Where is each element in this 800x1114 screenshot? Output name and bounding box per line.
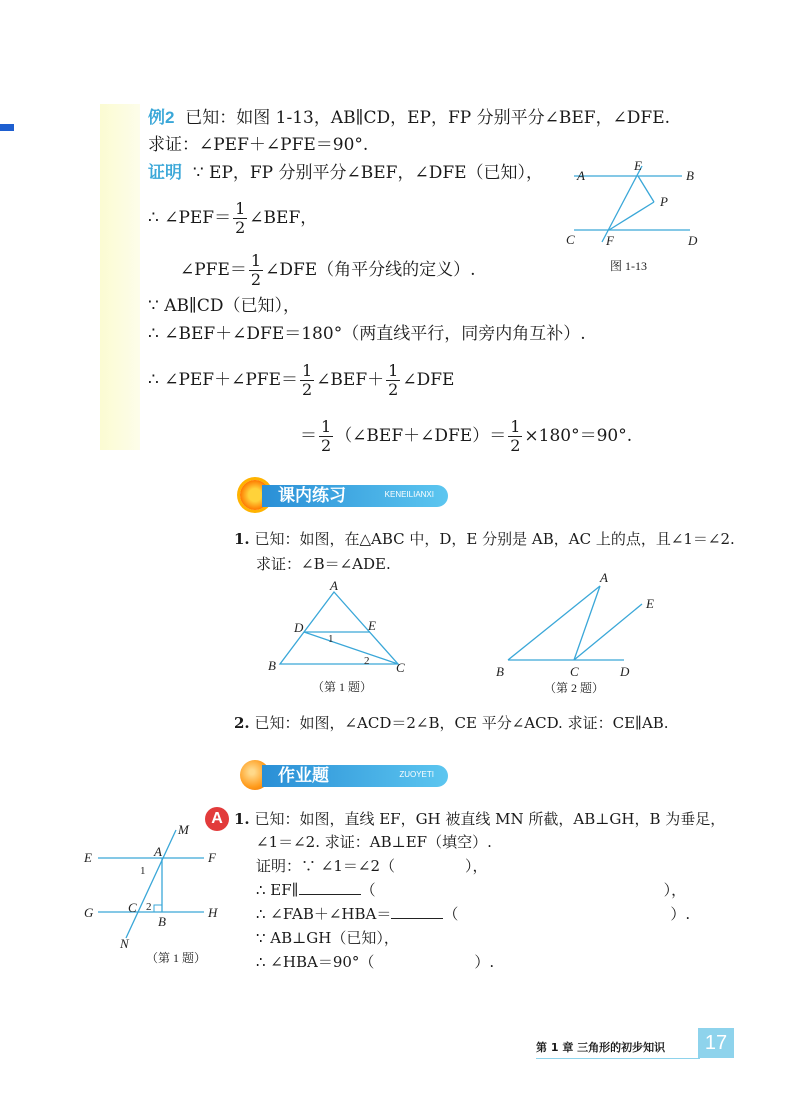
p2-label-d: D — [620, 664, 630, 679]
hw-label-f: F — [208, 850, 216, 865]
practice-figure-1 — [262, 578, 412, 696]
hw-label-a: A — [154, 844, 162, 859]
example-prove: 求证：∠PEF＋∠PFE＝90°. — [148, 135, 369, 155]
fig-label-e: E — [634, 158, 642, 173]
fig-label-c: C — [566, 232, 575, 247]
hw-label-e: E — [84, 850, 92, 865]
fig-label-a: A — [577, 168, 585, 183]
homework-q1: 1. 已知：如图，直线 EF，GH 被直线 MN 所截，AB⊥GH，B 为垂足， — [234, 810, 726, 828]
practice-q1-prove: 求证：∠B＝∠ADE. — [256, 555, 391, 573]
blank-angle-sum[interactable] — [391, 918, 443, 919]
fig-label-d: D — [688, 233, 698, 248]
homework-banner-sub: ZUOYETI — [399, 770, 434, 779]
practice-figure-2 — [490, 570, 660, 696]
p1-label-b: B — [268, 658, 276, 673]
hw-label-m: M — [178, 822, 189, 837]
example-step4: ∵ AB∥CD（已知）， — [148, 296, 300, 316]
example-step3: ∠PFE＝ $\frac{1}{2}$ ∠DFE（角平分线的定义）. — [180, 251, 476, 289]
proof-line-1: 证明：∵ ∠1＝∠2（ ）， — [256, 857, 488, 875]
example-step7: ＝ $\frac{1}{2}$ （∠BEF＋∠DFE）＝ $\frac{1}{2}$ ×180°＝90°. — [300, 417, 633, 455]
figure-caption: 图 1-13 — [610, 259, 647, 273]
right-angle-mark — [154, 905, 162, 912]
p2-label-c: C — [570, 664, 579, 679]
homework-figure-1 — [80, 820, 230, 970]
proof-line-5: ∴ ∠HBA＝90°（ ）. — [256, 953, 495, 971]
p1-label-1: 1 — [328, 633, 334, 645]
p2-label-e: E — [646, 596, 654, 611]
hw-label-b: B — [158, 914, 166, 929]
hw-label-h: H — [208, 905, 218, 920]
hw-label-n: N — [120, 936, 129, 951]
level-a-badge: A — [205, 807, 229, 831]
practice-banner-title: 课内练习 — [278, 486, 346, 506]
fig-label-f: F — [606, 233, 614, 248]
p2-label-b: B — [496, 664, 504, 679]
practice-fig2-caption: （第 2 题） — [544, 681, 605, 695]
example-step2: ∴ ∠PEF＝ $\frac{1}{2}$ ∠BEF， — [148, 199, 318, 237]
p1-label-a: A — [330, 578, 338, 593]
practice-q1: 1. 已知：如图，在△ABC 中，D，E 分别是 AB，AC 上的点，且∠1＝∠2. — [234, 530, 735, 548]
blank-parallel-line[interactable] — [299, 894, 361, 895]
p2-label-a: A — [600, 570, 608, 585]
homework-banner — [240, 762, 450, 790]
hw-label-g: G — [84, 905, 94, 920]
edge-marker — [0, 124, 14, 131]
p1-label-2: 2 — [364, 655, 370, 667]
proof-line-2: ∴ EF∥ （ ）， — [256, 881, 687, 899]
proof-line-3: ∴ ∠FAB＋∠HBA＝ （ ）. — [256, 905, 691, 923]
hw-label-2: 2 — [146, 901, 152, 913]
example-step5: ∴ ∠BEF＋∠DFE＝180°（两直线平行，同旁内角互补）. — [148, 324, 586, 344]
chapter-title: 第 1 章 三角形的初步知识 — [536, 1041, 666, 1054]
footer-rule — [536, 1058, 700, 1059]
p1-label-e: E — [368, 618, 376, 633]
example-given: 例2 已知：如图 1-13，AB∥CD，EP，FP 分别平分∠BEF，∠DFE. — [148, 108, 671, 128]
segment-ep — [638, 176, 654, 202]
figure-1-13 — [560, 158, 710, 278]
practice-banner-sub: KENEILIANXI — [384, 490, 434, 499]
homework-fig-caption: （第 1 题） — [146, 951, 207, 965]
hw-label-1: 1 — [140, 865, 146, 877]
proof-line-4: ∵ AB⊥GH（已知）， — [256, 929, 399, 947]
line-mn — [126, 830, 176, 938]
p1-label-d: D — [294, 620, 304, 635]
example-step6: ∴ ∠PEF＋∠PFE＝ $\frac{1}{2}$ ∠BEF＋ $\frac{1}{2}$ ∠DFE — [148, 361, 455, 399]
practice-banner — [240, 482, 450, 510]
fig-label-p: P — [660, 194, 668, 209]
hw-label-c: C — [128, 900, 137, 915]
homework-q1-line2: ∠1＝∠2. 求证：AB⊥EF（填空）. — [256, 833, 492, 851]
p1-label-c: C — [396, 660, 405, 675]
homework-banner-title: 作业题 — [278, 766, 329, 786]
page-number: 17 — [698, 1028, 734, 1058]
fig-label-b: B — [686, 168, 694, 183]
example-step1: 证明 ∵ EP，FP 分别平分∠BEF，∠DFE（已知）， — [148, 163, 544, 183]
example-side-bar — [100, 104, 140, 450]
segment-ba — [508, 586, 600, 660]
practice-fig1-caption: （第 1 题） — [312, 680, 373, 694]
practice-q2: 2. 已知：如图，∠ACD＝2∠B，CE 平分∠ACD. 求证：CE∥AB. — [234, 714, 669, 732]
